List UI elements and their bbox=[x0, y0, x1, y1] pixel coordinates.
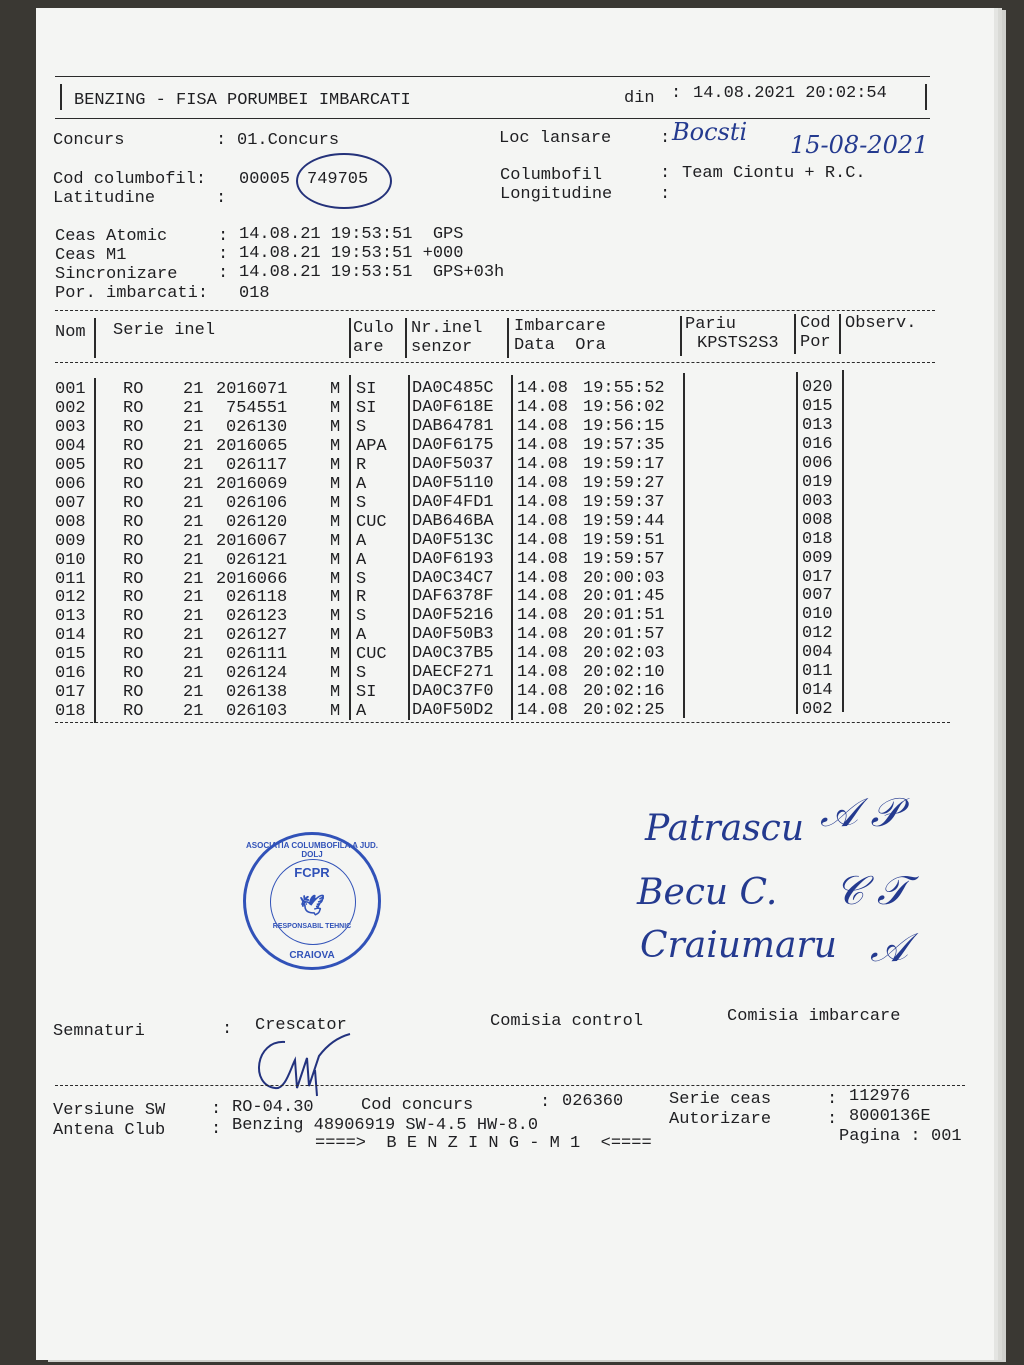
cell-sex: M bbox=[330, 474, 341, 494]
cell-tara: RO bbox=[123, 455, 144, 475]
cell-ora: 19:56:15 bbox=[583, 416, 665, 436]
cell-an: 21 bbox=[183, 380, 204, 399]
cell-cod: 011 bbox=[802, 662, 833, 682]
table-row bbox=[0, 700, 1024, 725]
cell-tara: RO bbox=[123, 588, 144, 608]
concurs-value: 01.Concurs bbox=[237, 131, 340, 150]
semnaturi-label: Semnaturi bbox=[53, 1022, 145, 1041]
table-top-rule bbox=[55, 310, 935, 312]
cell-an: 21 bbox=[183, 607, 204, 627]
cell-cod: 004 bbox=[802, 643, 833, 663]
cell-tara: RO bbox=[123, 569, 144, 589]
col-rule bbox=[839, 314, 841, 354]
col-rule bbox=[405, 318, 407, 358]
footer-rule bbox=[55, 1085, 965, 1087]
loc-lansare-handwritten: Bocsti bbox=[672, 118, 748, 146]
cell-senzor: DA0F4FD1 bbox=[412, 492, 494, 512]
cell-inel: 026123 bbox=[226, 607, 288, 627]
cell-nom: 015 bbox=[55, 645, 86, 665]
cell-senzor: DA0C37F0 bbox=[412, 682, 494, 702]
table-row bbox=[0, 681, 1024, 706]
cell-ora: 20:01:51 bbox=[583, 606, 665, 626]
cell-cod: 017 bbox=[802, 567, 833, 587]
document-title: BENZING - FISA PORUMBEI IMBARCATI bbox=[74, 91, 411, 110]
cell-sex: M bbox=[330, 550, 341, 570]
cell-culoare: A bbox=[356, 626, 367, 646]
table-row bbox=[0, 380, 1024, 399]
cell-ora: 19:57:35 bbox=[583, 435, 665, 455]
cell-senzor: DA0C34C7 bbox=[412, 568, 494, 588]
cell-ora: 19:59:57 bbox=[583, 549, 665, 569]
cell-culoare: S bbox=[356, 664, 367, 684]
table-header-rule bbox=[55, 362, 935, 364]
signature-3: Craiumaru bbox=[640, 925, 837, 966]
cod-concurs-label: Cod concurs bbox=[361, 1096, 474, 1115]
cell-inel: 026138 bbox=[226, 683, 288, 703]
cell-culoare: SI bbox=[356, 683, 377, 703]
antena-label: Antena Club bbox=[53, 1121, 166, 1140]
table-row bbox=[0, 643, 1024, 668]
benzing-banner: ====> B E N Z I N G - M 1 <==== bbox=[315, 1134, 652, 1153]
cell-data: 14.08 bbox=[517, 606, 569, 626]
cell-culoare: SI bbox=[356, 380, 377, 399]
columbofil-label: Columbofil bbox=[500, 166, 603, 185]
cell-cod: 013 bbox=[802, 415, 833, 435]
cell-inel: 026111 bbox=[226, 645, 288, 665]
date-value: 14.08.2021 20:02:54 bbox=[693, 84, 887, 103]
cell-senzor: DAB64781 bbox=[412, 416, 494, 436]
cell-nom: 001 bbox=[55, 380, 86, 399]
serie-ceas-value: 112976 bbox=[849, 1087, 911, 1106]
cell-nom: 012 bbox=[55, 588, 86, 608]
cell-ora: 19:59:27 bbox=[583, 473, 665, 493]
col-header-senzor: senzor bbox=[411, 338, 473, 357]
col-header-data-ora: Data Ora bbox=[514, 336, 606, 355]
cell-culoare: S bbox=[356, 569, 367, 589]
cell-cod: 020 bbox=[802, 378, 833, 397]
cell-ora: 19:55:52 bbox=[583, 379, 665, 398]
table-row bbox=[0, 586, 1024, 610]
antena-value: Benzing 48906919 SW-4.5 HW-8.0 bbox=[232, 1116, 539, 1135]
por-imbarcati-label: Por. imbarcati: bbox=[55, 284, 209, 303]
crescator-label: Crescator bbox=[255, 1016, 347, 1035]
cell-senzor: DA0F513C bbox=[412, 530, 494, 550]
por-imbarcati-value: 018 bbox=[239, 284, 270, 303]
cell-inel: 2016067 bbox=[216, 531, 288, 551]
cell-sex: M bbox=[330, 588, 341, 608]
cell-an: 21 bbox=[183, 588, 204, 608]
latitudine-label: Latitudine bbox=[53, 189, 156, 208]
pagina-value: 001 bbox=[931, 1127, 962, 1146]
versiune-label: Versiune SW bbox=[53, 1101, 166, 1120]
cell-an: 21 bbox=[183, 664, 204, 684]
serie-ceas-label: Serie ceas bbox=[669, 1090, 772, 1109]
cell-an: 21 bbox=[183, 550, 204, 570]
col-header-imbarcare: Imbarcare bbox=[514, 317, 606, 336]
signature-1-mark: 𝒜 𝒫 bbox=[820, 790, 900, 836]
cell-tara: RO bbox=[123, 607, 144, 627]
cell-sex: M bbox=[330, 645, 341, 665]
cell-sex: M bbox=[330, 683, 341, 703]
cell-tara: RO bbox=[123, 645, 144, 665]
cell-culoare: A bbox=[356, 474, 367, 494]
signature-3-mark: 𝒜 bbox=[870, 925, 908, 971]
cell-nom: 007 bbox=[55, 493, 86, 513]
col-header-nom: Nom bbox=[55, 323, 86, 342]
cell-ora: 19:59:44 bbox=[583, 511, 665, 531]
versiune-value: RO-04.30 bbox=[232, 1098, 314, 1117]
cell-sex: M bbox=[330, 380, 341, 399]
cell-cod: 014 bbox=[802, 681, 833, 701]
cell-sex: M bbox=[330, 493, 341, 513]
col-rule bbox=[349, 318, 351, 358]
cell-data: 14.08 bbox=[517, 568, 569, 588]
cell-senzor: DA0F5110 bbox=[412, 473, 494, 493]
columbofil-value: Team Ciontu + R.C. bbox=[682, 164, 866, 183]
cell-ora: 20:02:16 bbox=[583, 682, 665, 702]
cell-nom: 004 bbox=[55, 436, 86, 456]
col-header-cod: Cod bbox=[800, 314, 831, 333]
stamp-middle-text: RESPONSABIL TEHNIC bbox=[272, 923, 352, 930]
cell-an: 21 bbox=[183, 398, 204, 418]
table-row bbox=[0, 567, 1024, 591]
pagina-label: Pagina : bbox=[839, 1127, 921, 1146]
comisia-control-label: Comisia control bbox=[490, 1012, 644, 1031]
col-header-serie: Serie inel bbox=[113, 321, 216, 340]
cell-sex: M bbox=[330, 664, 341, 684]
cell-senzor: DA0F6175 bbox=[412, 435, 494, 455]
cell-inel: 026103 bbox=[226, 702, 288, 722]
cell-nom: 018 bbox=[55, 702, 86, 722]
cell-tara: RO bbox=[123, 436, 144, 456]
cell-tara: RO bbox=[123, 417, 144, 437]
cell-an: 21 bbox=[183, 569, 204, 589]
cell-culoare: A bbox=[356, 550, 367, 570]
sincronizare-label: Sincronizare bbox=[55, 265, 178, 284]
cell-data: 14.08 bbox=[517, 492, 569, 512]
table-row bbox=[0, 548, 1024, 572]
dove-icon: 🕊 bbox=[299, 895, 325, 917]
cell-data: 14.08 bbox=[517, 473, 569, 493]
cell-sex: M bbox=[330, 417, 341, 437]
cell-an: 21 bbox=[183, 702, 204, 722]
cell-culoare: CUC bbox=[356, 512, 387, 532]
ceas-atomic-label: Ceas Atomic bbox=[55, 227, 168, 246]
col-rule bbox=[507, 318, 509, 358]
comisia-imbarcare-label: Comisia imbarcare bbox=[727, 1007, 901, 1026]
cell-culoare: CUC bbox=[356, 645, 387, 665]
cell-senzor: DA0F50B3 bbox=[412, 625, 494, 645]
table-row bbox=[0, 396, 1024, 418]
cell-inel: 2016071 bbox=[216, 380, 288, 399]
crescator-signature bbox=[245, 1030, 365, 1100]
cell-nom: 005 bbox=[55, 455, 86, 475]
cell-tara: RO bbox=[123, 493, 144, 513]
cell-nom: 014 bbox=[55, 626, 86, 646]
table-row bbox=[0, 415, 1024, 437]
ceas-atomic-value: 14.08.21 19:53:51 GPS bbox=[239, 225, 464, 244]
cell-nom: 017 bbox=[55, 683, 86, 703]
cell-sex: M bbox=[330, 569, 341, 589]
cell-an: 21 bbox=[183, 626, 204, 646]
loc-lansare-label: Loc lansare bbox=[499, 129, 612, 148]
cell-senzor: DA0C485C bbox=[412, 379, 494, 398]
cell-cod: 008 bbox=[802, 510, 833, 530]
cell-nom: 011 bbox=[55, 569, 86, 589]
col-header-por: Por bbox=[800, 333, 831, 352]
cell-sex: M bbox=[330, 702, 341, 722]
cell-sex: M bbox=[330, 512, 341, 532]
cell-sex: M bbox=[330, 607, 341, 627]
cell-culoare: APA bbox=[356, 436, 387, 456]
table-row bbox=[0, 434, 1024, 457]
col-header-nrinel: Nr.inel bbox=[411, 319, 483, 338]
cell-tara: RO bbox=[123, 531, 144, 551]
col-rule bbox=[94, 318, 96, 358]
cell-ora: 19:59:51 bbox=[583, 530, 665, 550]
stamp-center: FCPR bbox=[294, 865, 330, 880]
cell-data: 14.08 bbox=[517, 644, 569, 664]
cell-cod: 002 bbox=[802, 700, 833, 720]
cell-ora: 19:59:17 bbox=[583, 454, 665, 474]
cell-nom: 002 bbox=[55, 398, 86, 418]
col-header-are: are bbox=[353, 338, 384, 357]
ceas-m1-value: 14.08.21 19:53:51 +000 bbox=[239, 244, 464, 263]
cell-nom: 010 bbox=[55, 550, 86, 570]
cell-sex: M bbox=[330, 398, 341, 418]
cell-cod: 016 bbox=[802, 434, 833, 454]
cell-ora: 20:02:25 bbox=[583, 701, 665, 721]
cell-cod: 012 bbox=[802, 624, 833, 644]
table-row bbox=[0, 453, 1024, 476]
cell-nom: 008 bbox=[55, 512, 86, 532]
cell-inel: 2016069 bbox=[216, 474, 288, 494]
sincronizare-value: 14.08.21 19:53:51 GPS+03h bbox=[239, 263, 505, 282]
cell-ora: 20:01:45 bbox=[583, 587, 665, 607]
concurs-label: Concurs bbox=[53, 131, 125, 150]
cell-data: 14.08 bbox=[517, 701, 569, 721]
table-row bbox=[0, 491, 1024, 514]
cell-an: 21 bbox=[183, 531, 204, 551]
cell-data: 14.08 bbox=[517, 625, 569, 645]
cell-ora: 20:00:03 bbox=[583, 568, 665, 588]
cell-tara: RO bbox=[123, 512, 144, 532]
cell-data: 14.08 bbox=[517, 397, 569, 417]
cell-tara: RO bbox=[123, 626, 144, 646]
autorizare-value: 8000136E bbox=[849, 1107, 931, 1126]
cell-inel: 2016065 bbox=[216, 436, 288, 456]
cell-nom: 003 bbox=[55, 417, 86, 437]
cell-inel: 026121 bbox=[226, 550, 288, 570]
header-right-bar bbox=[925, 84, 927, 110]
loc-date-handwritten: 15-08-2021 bbox=[790, 131, 929, 159]
cell-sex: M bbox=[330, 455, 341, 475]
cell-tara: RO bbox=[123, 380, 144, 399]
cell-an: 21 bbox=[183, 474, 204, 494]
cell-tara: RO bbox=[123, 474, 144, 494]
cell-cod: 015 bbox=[802, 396, 833, 416]
signature-1: Patrascu bbox=[645, 808, 805, 849]
cell-culoare: A bbox=[356, 702, 367, 722]
cell-data: 14.08 bbox=[517, 416, 569, 436]
cell-nom: 013 bbox=[55, 607, 86, 627]
cell-inel: 026106 bbox=[226, 493, 288, 513]
ceas-m1-label: Ceas M1 bbox=[55, 246, 127, 265]
cell-data: 14.08 bbox=[517, 549, 569, 569]
cell-cod: 006 bbox=[802, 453, 833, 473]
col-rule bbox=[680, 316, 682, 356]
cod-columbofil-prefix: 00005 bbox=[239, 170, 291, 189]
cell-tara: RO bbox=[123, 398, 144, 418]
cod-columbofil-value: 749705 bbox=[307, 170, 369, 189]
cod-concurs-value: 026360 bbox=[562, 1092, 624, 1111]
cell-cod: 019 bbox=[802, 472, 833, 492]
cell-ora: 20:01:57 bbox=[583, 625, 665, 645]
col-header-culo: Culo bbox=[353, 319, 394, 338]
cell-inel: 026120 bbox=[226, 512, 288, 532]
cell-ora: 19:56:02 bbox=[583, 397, 665, 417]
cell-an: 21 bbox=[183, 512, 204, 532]
table-row bbox=[0, 510, 1024, 533]
cell-tara: RO bbox=[123, 702, 144, 722]
cell-senzor: DA0F5037 bbox=[412, 454, 494, 474]
cell-an: 21 bbox=[183, 493, 204, 513]
cell-senzor: DAF6378F bbox=[412, 587, 494, 607]
cell-inel: 026124 bbox=[226, 664, 288, 684]
cell-an: 21 bbox=[183, 436, 204, 456]
cell-sex: M bbox=[330, 531, 341, 551]
cell-culoare: SI bbox=[356, 398, 377, 418]
cell-senzor: DA0C37B5 bbox=[412, 644, 494, 664]
cell-tara: RO bbox=[123, 683, 144, 703]
cell-cod: 010 bbox=[802, 605, 833, 625]
cell-ora: 20:02:10 bbox=[583, 663, 665, 683]
cell-senzor: DA0F5216 bbox=[412, 606, 494, 626]
cell-inel: 026127 bbox=[226, 626, 288, 646]
cell-data: 14.08 bbox=[517, 511, 569, 531]
cell-an: 21 bbox=[183, 683, 204, 703]
cell-data: 14.08 bbox=[517, 379, 569, 398]
cell-culoare: S bbox=[356, 607, 367, 627]
cell-inel: 026118 bbox=[226, 588, 288, 608]
cell-senzor: DA0F50D2 bbox=[412, 701, 494, 721]
cell-culoare: R bbox=[356, 455, 367, 475]
cell-culoare: S bbox=[356, 493, 367, 513]
table-row bbox=[0, 624, 1024, 649]
table-row bbox=[0, 529, 1024, 553]
stamp-top-text: ASOCIATIA COLUMBOFILA A JUD. DOLJ bbox=[246, 841, 378, 859]
cell-data: 14.08 bbox=[517, 454, 569, 474]
cell-sex: M bbox=[330, 626, 341, 646]
cell-cod: 007 bbox=[802, 586, 833, 606]
cell-culoare: S bbox=[356, 417, 367, 437]
table-row bbox=[0, 605, 1024, 629]
col-header-kpsts: KPSTS2S3 bbox=[697, 334, 779, 353]
date-label: din bbox=[624, 89, 655, 108]
cell-nom: 006 bbox=[55, 474, 86, 494]
cell-senzor: DAECF271 bbox=[412, 663, 494, 683]
ink-circle bbox=[296, 153, 392, 209]
autorizare-label: Autorizare bbox=[669, 1110, 772, 1129]
header-bottom-rule bbox=[55, 118, 930, 119]
cell-culoare: A bbox=[356, 531, 367, 551]
col-header-observ: Observ. bbox=[845, 314, 917, 333]
cell-ora: 19:59:37 bbox=[583, 492, 665, 512]
cell-sex: M bbox=[330, 436, 341, 456]
signature-2-mark: 𝒞 𝒯 bbox=[835, 868, 908, 914]
signature-2: Becu C. bbox=[637, 872, 778, 913]
cell-inel: 026117 bbox=[226, 455, 288, 475]
cell-inel: 754551 bbox=[226, 398, 288, 418]
cell-an: 21 bbox=[183, 455, 204, 475]
cell-an: 21 bbox=[183, 417, 204, 437]
cell-culoare: R bbox=[356, 588, 367, 608]
cell-cod: 009 bbox=[802, 548, 833, 568]
cell-inel: 026130 bbox=[226, 417, 288, 437]
cod-columbofil-label: Cod columbofil: bbox=[53, 170, 207, 189]
cell-data: 14.08 bbox=[517, 435, 569, 455]
cell-tara: RO bbox=[123, 550, 144, 570]
cell-data: 14.08 bbox=[517, 682, 569, 702]
fcpr-stamp bbox=[243, 832, 381, 970]
table-row bbox=[0, 662, 1024, 687]
cell-cod: 018 bbox=[802, 529, 833, 549]
cell-senzor: DA0F6193 bbox=[412, 549, 494, 569]
cell-nom: 009 bbox=[55, 531, 86, 551]
stamp-bottom-text: CRAIOVA bbox=[289, 950, 335, 961]
cell-cod: 003 bbox=[802, 491, 833, 511]
cell-inel: 2016066 bbox=[216, 569, 288, 589]
cell-tara: RO bbox=[123, 664, 144, 684]
header-top-rule bbox=[55, 76, 930, 77]
cell-ora: 20:02:03 bbox=[583, 644, 665, 664]
cell-nom: 016 bbox=[55, 664, 86, 684]
col-header-pariu: Pariu bbox=[685, 315, 737, 334]
col-rule bbox=[794, 314, 796, 354]
cell-senzor: DA0F618E bbox=[412, 397, 494, 417]
header-left-bar bbox=[60, 84, 62, 110]
cell-an: 21 bbox=[183, 645, 204, 665]
longitudine-label: Longitudine bbox=[500, 185, 613, 204]
cell-data: 14.08 bbox=[517, 587, 569, 607]
table-row bbox=[0, 472, 1024, 495]
cell-data: 14.08 bbox=[517, 530, 569, 550]
cell-senzor: DAB646BA bbox=[412, 511, 494, 531]
cell-data: 14.08 bbox=[517, 663, 569, 683]
